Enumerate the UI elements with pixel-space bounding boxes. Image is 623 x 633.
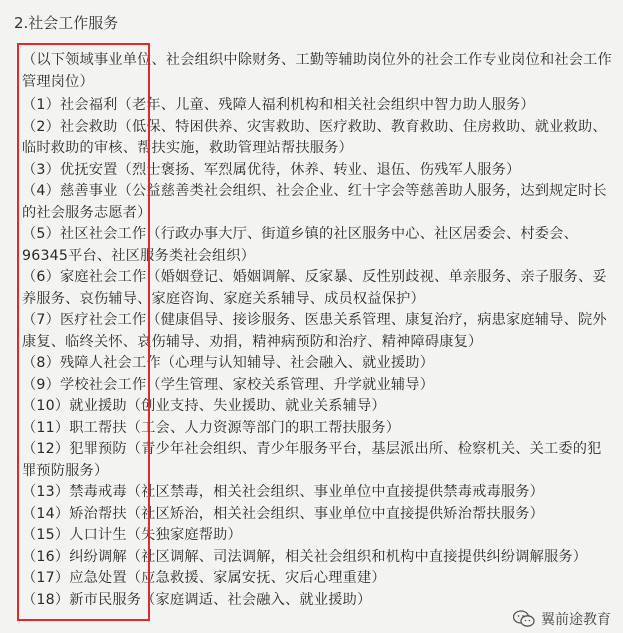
list-item: （1）社会福利（老年、儿童、残障人福利机构和相关社会组织中智力助人服务） (22, 97, 535, 113)
watermark (513, 609, 611, 629)
list-item: （7）医疗社会工作（健康倡导、接诊服务、医患关系管理、康复治疗，病患家庭辅导、院外康复、临终关怀、哀伤辅导、劝捐，精神病预防和治疗、精神障碍康复） (22, 312, 607, 350)
list-item: （13）禁毒戒毒（社区禁毒，相关社会组织、事业单位中直接提供禁毒戒毒服务） (22, 484, 545, 500)
list-item: （5）社区社会工作（行政办事大厅、街道乡镇的社区服务中心、社区居委会、村委会、96345平台、社区服务类社会组织） (22, 226, 578, 264)
wechat-icon (513, 610, 535, 628)
list-item: （17）应急处置（应急救援、家属安抚、灾后心理重建） (22, 570, 386, 586)
list-item: （14）矫治帮扶（社区矫治，相关社会组织、事业单位中直接提供矫治帮扶服务） (22, 505, 545, 522)
section-title: 2.社会工作服务 (14, 14, 119, 32)
list-item: （3）优抚安置（烈士褒扬、军烈属优待，休养、转业、退伍、伤残军人服务） (22, 161, 521, 178)
service-list (22, 50, 612, 611)
list-item: （8）残障人社会工作（心理与认知辅导、社会融入、就业援助） (22, 355, 435, 371)
list-item: （9）学校社会工作（学生管理、家校关系管理、升学就业辅导） (22, 376, 435, 393)
intro-paragraph: （以下领域事业单位、社会组织中除财务、工勤等辅助岗位外的社会工作专业岗位和社会工作管理岗位） (22, 52, 612, 90)
list-item: （18）新市民服务（家庭调适、社会融入、就业援助） (22, 591, 372, 608)
list-item: （15）人口计生（失独家庭帮助） (22, 527, 242, 543)
list-item: （12）犯罪预防（青少年社会组织、青少年服务平台，基层派出所、检察机关、关工委的犯罪预防服务） (22, 441, 602, 479)
list-item: （4）慈善事业（公益慈善类社会组织、社会企业、红十字会等慈善助人服务，达到规定时长的社会服务志愿者） (22, 183, 607, 221)
list-item: （11）职工帮扶（工会、人力资源等部门的职工帮扶服务） (22, 419, 401, 436)
list-item: （2）社会救助（低保、特困供养、灾害救助、医疗救助、教育救助、住房救助、就业救助、临时救助的审核、帮扶实施，救助管理站帮扶服务） (22, 118, 607, 156)
list-item: （10）就业援助（创业支持、失业援助、就业关系辅导） (22, 398, 386, 414)
list-item: （16）纠纷调解（社区调解、司法调解，相关社会组织和机构中直接提供纠纷调解服务） (22, 548, 588, 565)
list-item: （6）家庭社会工作（婚姻登记、婚姻调解、反家暴、反性别歧视、单亲服务、亲子服务、妥养服务、哀伤辅导、家庭咨询、家庭关系辅导、成员权益保护） (22, 269, 607, 307)
watermark-text: 翼前途教育 (541, 612, 611, 628)
